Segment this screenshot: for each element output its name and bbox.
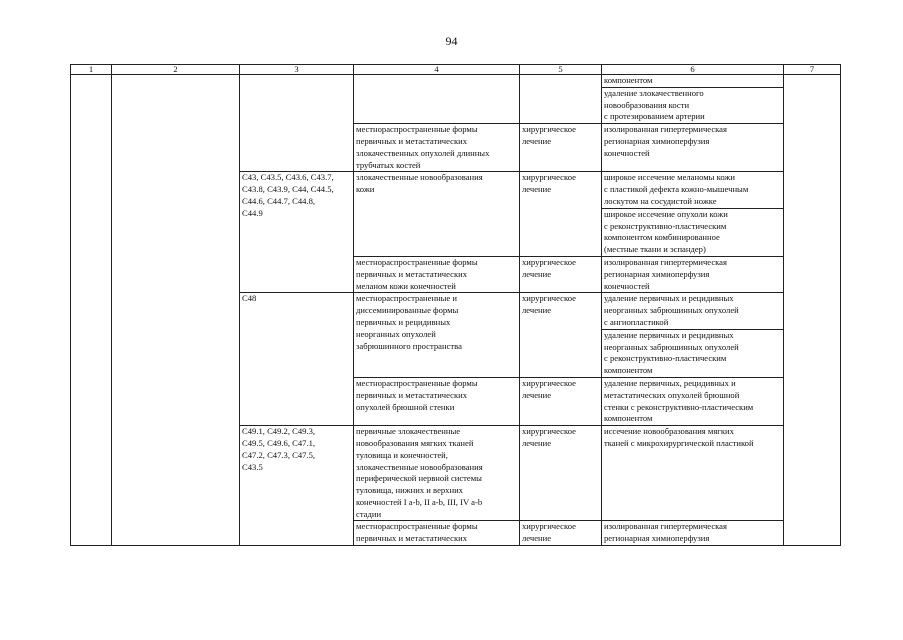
treatment-cell: хирургическое лечение: [520, 124, 602, 172]
condition-cell: местнораспространенные формы первичных и метастатических меланом кожи конечностей: [354, 256, 520, 292]
column-header-6: 6: [602, 65, 784, 75]
method-cell: удаление первичных и рецидивных неорганных забрюшинных опухолей с ангиопластикой: [602, 293, 784, 329]
treatment-cell: хирургическое лечение: [520, 293, 602, 378]
treatment-cell: хирургическое лечение: [520, 172, 602, 257]
method-cell: иссечение новообразования мягких тканей с микрохирургической пластикой: [602, 426, 784, 521]
treatment-cell: хирургическое лечение: [520, 256, 602, 292]
column-header-4: 4: [354, 65, 520, 75]
column-header-3: 3: [240, 65, 354, 75]
code-cell: C49.1, C49.2, C49.3, C49.5, C49.6, C47.1, C47.2, C47.3, C47.5, C43.5: [240, 426, 354, 546]
treatment-cell: хирургическое лечение: [520, 377, 602, 425]
condition-cell: [354, 75, 520, 124]
code-cell: C43, C43.5, C43.6, C43.7, C43.8, C43.9, C44, C44.5, C44.6, C44.7, C44.8, C44.9: [240, 172, 354, 293]
code-cell: C48: [240, 293, 354, 426]
condition-cell: злокачественные новообразования кожи: [354, 172, 520, 257]
medical-procedures-table: [70, 64, 841, 546]
condition-cell: местнораспространенные и диссеминированные формы первичных и рецидивных неорганных опухолей забрюшинного пространства: [354, 293, 520, 378]
condition-cell: местнораспространенные формы первичных и метастатических опухолей брюшной стенки: [354, 377, 520, 425]
col1-cell: [71, 75, 112, 546]
method-cell: изолированная гипертермическая регионарная химиоперфузия: [602, 521, 784, 546]
treatment-cell: хирургическое лечение: [520, 521, 602, 546]
column-header-7: 7: [784, 65, 841, 75]
code-cell: [240, 75, 354, 172]
col7-cell: [784, 75, 841, 546]
method-cell: удаление первичных, рецидивных и метастатических опухолей брюшной стенки с реконструктивно-пластическим компонентом: [602, 377, 784, 425]
condition-cell: первичные злокачественные новообразования мягких тканей туловища и конечностей, злокачественные новообразования периферической нервной системы туловища, нижних и верхних конечностей I a-b, II a-b, III, IV a-b стадии: [354, 426, 520, 521]
page-number: 94: [445, 34, 458, 48]
column-header-2: 2: [112, 65, 240, 75]
method-cell: изолированная гипертермическая регионарная химиоперфузия конечностей: [602, 124, 784, 172]
treatment-cell: хирургическое лечение: [520, 426, 602, 521]
method-cell: компонентом: [602, 75, 784, 88]
method-cell: удаление первичных и рецидивных неорганных забрюшинных опухолей с реконструктивно-пластическим компонентом: [602, 329, 784, 377]
header-row: [71, 65, 841, 75]
column-header-1: 1: [71, 65, 112, 75]
method-cell: широкое иссечение опухоли кожи с реконструктивно-пластическим компонентом комбинированное (местные ткани и эспандер): [602, 208, 784, 256]
column-header-5: 5: [520, 65, 602, 75]
method-cell: удаление злокачественного новообразования кости с протезированием артерии: [602, 87, 784, 123]
table-row: [71, 75, 841, 88]
col2-cell: [112, 75, 240, 546]
condition-cell: местнораспространенные формы первичных и метастатических: [354, 521, 520, 546]
method-cell: изолированная гипертермическая регионарная химиоперфузия конечностей: [602, 256, 784, 292]
treatment-cell: [520, 75, 602, 124]
condition-cell: местнораспространенные формы первичных и метастатических злокачественных опухолей длинных трубчатых костей: [354, 124, 520, 172]
method-cell: широкое иссечение меланомы кожи с пластикой дефекта кожно-мышечным лоскутом на сосудистой ножке: [602, 172, 784, 208]
